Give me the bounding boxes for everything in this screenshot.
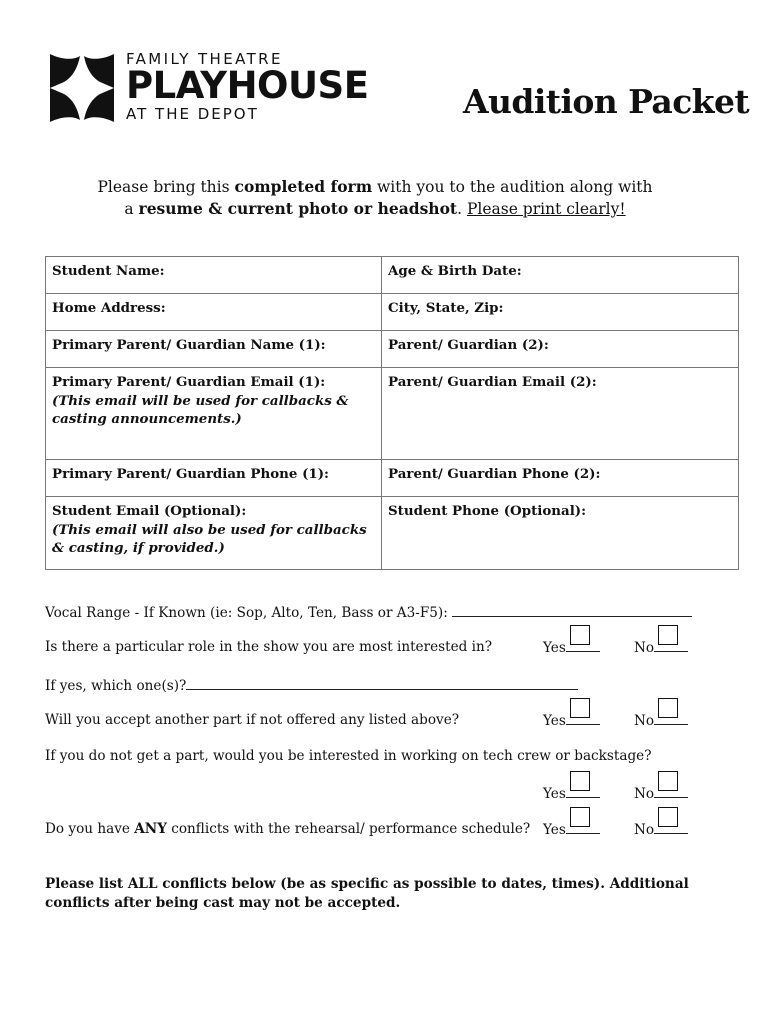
logo-line-1: FAMILY THEATRE	[126, 50, 283, 68]
no-label: No	[634, 713, 655, 729]
logo-line-2: PLAYHOUSE	[126, 64, 369, 107]
playhouse-logo	[48, 50, 369, 126]
no-label: No	[634, 786, 655, 802]
yes-blank	[566, 785, 600, 798]
student-info-table	[45, 256, 739, 570]
home-address-field[interactable]	[46, 294, 382, 331]
logo-line-3: AT THE DEPOT	[126, 105, 259, 123]
conflicts-yes-checkbox[interactable]	[570, 807, 590, 827]
student-phone-label: Student Phone (Optional):	[388, 503, 587, 519]
conflicts-question	[45, 821, 530, 837]
table-row	[46, 368, 739, 460]
age-birth-field[interactable]	[382, 257, 739, 294]
particular-role-yes	[543, 639, 600, 656]
yes-label: Yes	[543, 713, 566, 729]
student-name-label: Student Name:	[52, 263, 165, 279]
parent1-email-field[interactable]	[46, 368, 382, 460]
which-ones-line[interactable]	[186, 676, 578, 690]
accept-other-yes	[543, 712, 600, 729]
yes-blank	[566, 639, 600, 652]
vocal-range-question	[45, 603, 692, 621]
which-ones-label: If yes, which one(s)?	[45, 678, 187, 694]
conflicts-c: conflicts with the rehearsal/ performance schedule?	[166, 821, 531, 837]
parent2-name-label: Parent/ Guardian (2):	[388, 337, 549, 353]
accept-other-no	[634, 712, 688, 729]
particular-role-no	[634, 639, 688, 656]
student-email-note: (This email will also be used for callbacks & casting, if provided.)	[52, 521, 367, 556]
particular-role-question: Is there a particular role in the show you are most interested in?	[45, 639, 493, 655]
logo-wordmark	[126, 50, 368, 123]
particular-role-no-checkbox[interactable]	[658, 625, 678, 645]
tech-crew-yes-checkbox[interactable]	[570, 771, 590, 791]
particular-role-yes-checkbox[interactable]	[570, 625, 590, 645]
accept-other-no-checkbox[interactable]	[658, 698, 678, 718]
yes-blank	[566, 712, 600, 725]
tech-crew-yes	[543, 785, 600, 802]
no-blank	[654, 639, 688, 652]
yes-label: Yes	[543, 640, 566, 656]
table-row	[46, 497, 739, 570]
tech-crew-no-checkbox[interactable]	[658, 771, 678, 791]
page-title: Audition Packet	[463, 82, 749, 121]
student-phone-field[interactable]	[382, 497, 739, 570]
parent1-phone-label: Primary Parent/ Guardian Phone (1):	[52, 466, 329, 482]
vocal-range-line[interactable]	[452, 603, 692, 617]
student-name-field[interactable]	[46, 257, 382, 294]
student-email-label: Student Email (Optional):	[52, 503, 247, 519]
parent2-phone-label: Parent/ Guardian Phone (2):	[388, 466, 601, 482]
vocal-range-label: Vocal Range - If Known (ie: Sop, Alto, Ten, Bass or A3-F5):	[45, 605, 448, 621]
logo-mark-icon	[48, 52, 116, 124]
conflicts-no-checkbox[interactable]	[658, 807, 678, 827]
parent1-phone-field[interactable]	[46, 460, 382, 497]
conflicts-yes	[543, 821, 600, 838]
yes-blank	[566, 821, 600, 834]
intro-2d: Please print clearly!	[466, 200, 626, 218]
accept-other-question: Will you accept another part if not offered any listed above?	[45, 712, 460, 728]
city-state-zip-label: City, State, Zip:	[388, 300, 504, 316]
student-email-field[interactable]	[46, 497, 382, 570]
intro-2a: a	[124, 200, 139, 218]
tech-crew-question: If you do not get a part, would you be interested in working on tech crew or backstage?	[45, 748, 652, 764]
parent1-email-note: (This email will be used for callbacks & casting announcements.)	[52, 392, 349, 427]
accept-other-yes-checkbox[interactable]	[570, 698, 590, 718]
home-address-label: Home Address:	[52, 300, 166, 316]
intro-line-2	[60, 198, 690, 220]
intro-2b: resume & current photo or headshot	[138, 199, 458, 218]
table-row	[46, 257, 739, 294]
table-row	[46, 460, 739, 497]
which-ones-question	[45, 676, 578, 694]
city-state-zip-field[interactable]	[382, 294, 739, 331]
intro-1a: Please bring this	[97, 178, 235, 196]
tech-crew-no	[634, 785, 688, 802]
yes-label: Yes	[543, 786, 566, 802]
parent2-name-field[interactable]	[382, 331, 739, 368]
intro-2c: .	[457, 200, 467, 218]
no-label: No	[634, 822, 655, 838]
conflicts-b: ANY	[134, 821, 167, 837]
no-blank	[654, 821, 688, 834]
no-blank	[654, 712, 688, 725]
no-label: No	[634, 640, 655, 656]
table-row	[46, 331, 739, 368]
no-blank	[654, 785, 688, 798]
parent1-name-label: Primary Parent/ Guardian Name (1):	[52, 337, 326, 353]
table-row	[46, 294, 739, 331]
intro-line-1	[60, 176, 690, 198]
parent1-name-field[interactable]	[46, 331, 382, 368]
yes-label: Yes	[543, 822, 566, 838]
parent2-email-field[interactable]	[382, 368, 739, 460]
parent2-email-label: Parent/ Guardian Email (2):	[388, 374, 597, 390]
age-birth-label: Age & Birth Date:	[388, 263, 522, 279]
intro-1b: completed form	[234, 177, 373, 196]
conflicts-a: Do you have	[45, 821, 135, 837]
parent2-phone-field[interactable]	[382, 460, 739, 497]
conflicts-instructions: Please list ALL conflicts below (be as specific as possible to dates, times). Additional conflicts after being cast may not be accepted.	[45, 876, 689, 911]
intro-1c: with you to the audition along with	[372, 178, 653, 196]
intro-text	[60, 176, 690, 220]
parent1-email-label: Primary Parent/ Guardian Email (1):	[52, 374, 326, 390]
conflicts-no	[634, 821, 688, 838]
